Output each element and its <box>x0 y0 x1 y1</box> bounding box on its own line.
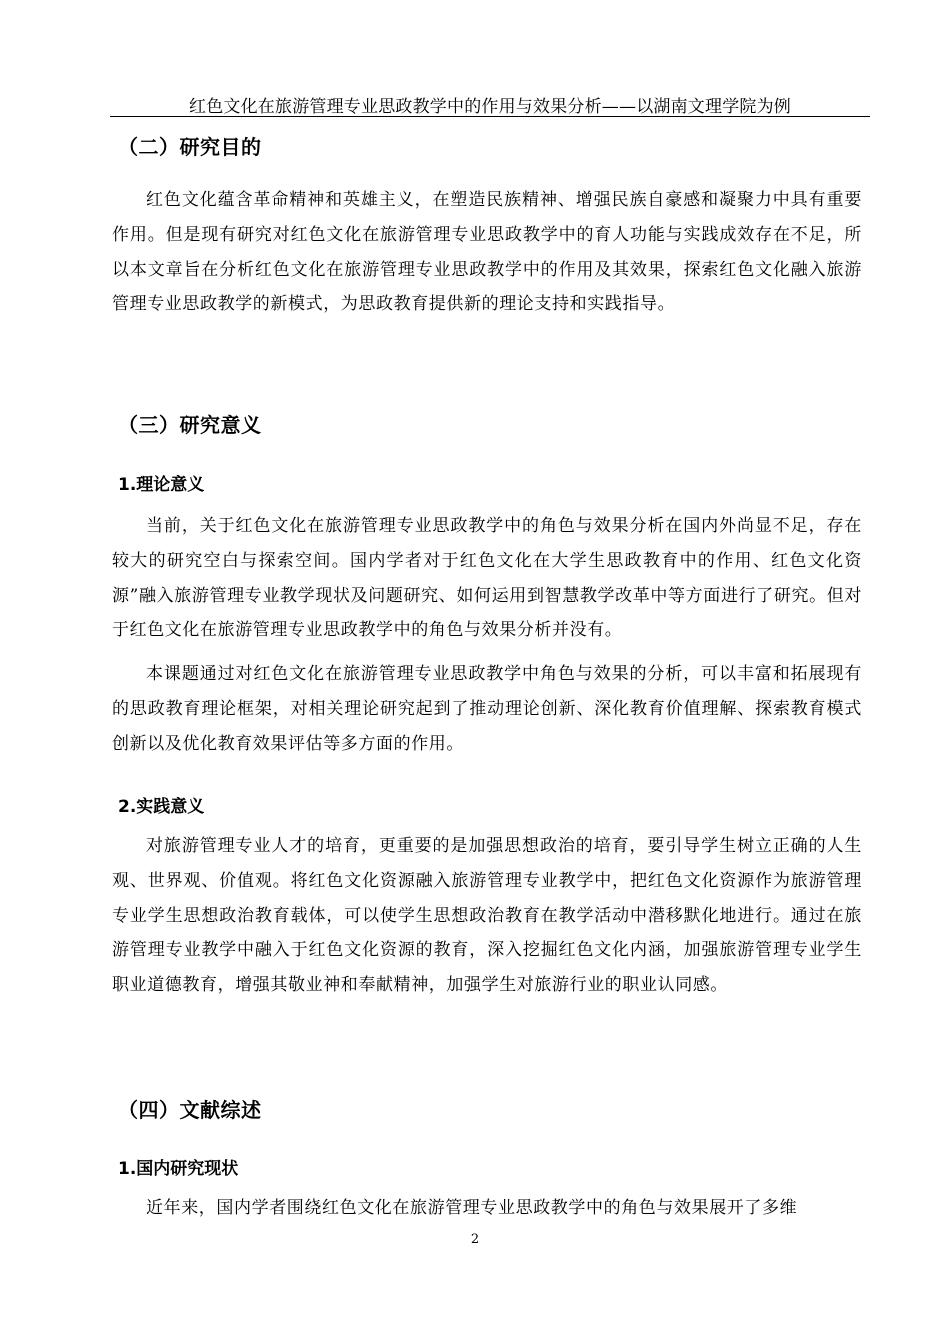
paragraph-theory-1: 当前，关于红色文化在旅游管理专业思政教学中的角色与效果分析在国内外尚显不足，存在较大的研究空白与探索空间。国内学者对于红色文化在大学生思政教育中的作用、红色文化资源”融入旅游管理专业教学现状及问题研究、如何运用到智慧教学改革中等方面进行了研究。但对于红色文化在旅游管理专业思政教学中的角色与效果分析并没有。 <box>112 516 862 641</box>
paragraph-purpose: 红色文化蕴含革命精神和英雄主义，在塑造民族精神、增强民族自豪感和凝聚力中具有重要作用。但是现有研究对红色文化在旅游管理专业思政教学中的育人功能与实践成效存在不足，所以本文章旨在分析红色文化在旅游管理专业思政教学中的作用及其效果，探索红色文化融入旅游管理专业思政教学的新模式，为思政教育提供新的理论支持和实践指导。 <box>112 190 862 315</box>
subheading-theory: 1.理论意义 <box>118 475 205 495</box>
section-heading-significance: （三）研究意义 <box>118 413 262 437</box>
header-rule <box>110 116 870 117</box>
page-number: 2 <box>470 1232 480 1247</box>
running-header: 红色文化在旅游管理专业思政教学中的作用与效果分析——以湖南文理学院为例 <box>189 97 791 117</box>
section-heading-purpose: （二）研究目的 <box>118 135 262 159</box>
subheading-domestic: 1.国内研究现状 <box>118 1159 239 1179</box>
section-heading-review: （四）文献综述 <box>118 1098 262 1122</box>
subheading-practice: 2.实践意义 <box>118 797 205 817</box>
paragraph-domestic-1: 近年来，国内学者围绕红色文化在旅游管理专业思政教学中的角色与效果展开了多维 <box>146 1198 798 1218</box>
paragraph-theory-2: 本课题通过对红色文化在旅游管理专业思政教学中角色与效果的分析，可以丰富和拓展现有的思政教育理论框架，对相关理论研究起到了推动理论创新、深化教育价值理解、探索教育模式创新以及优化教育效果评估等多方面的作用。 <box>112 664 862 754</box>
paragraph-practice-1: 对旅游管理专业人才的培育，更重要的是加强思想政治的培育，要引导学生树立正确的人生观、世界观、价值观。将红色文化资源融入旅游管理专业教学中，把红色文化资源作为旅游管理专业学生思想政治教育载体，可以使学生思想政治教育在教学活动中潜移默化地进行。通过在旅游管理专业教学中融入于红色文化资源的教育，深入挖掘红色文化内涵，加强旅游管理专业学生职业道德教育，增强其敬业神和奉献精神，加强学生对旅游行业的职业认同感。 <box>112 836 862 996</box>
